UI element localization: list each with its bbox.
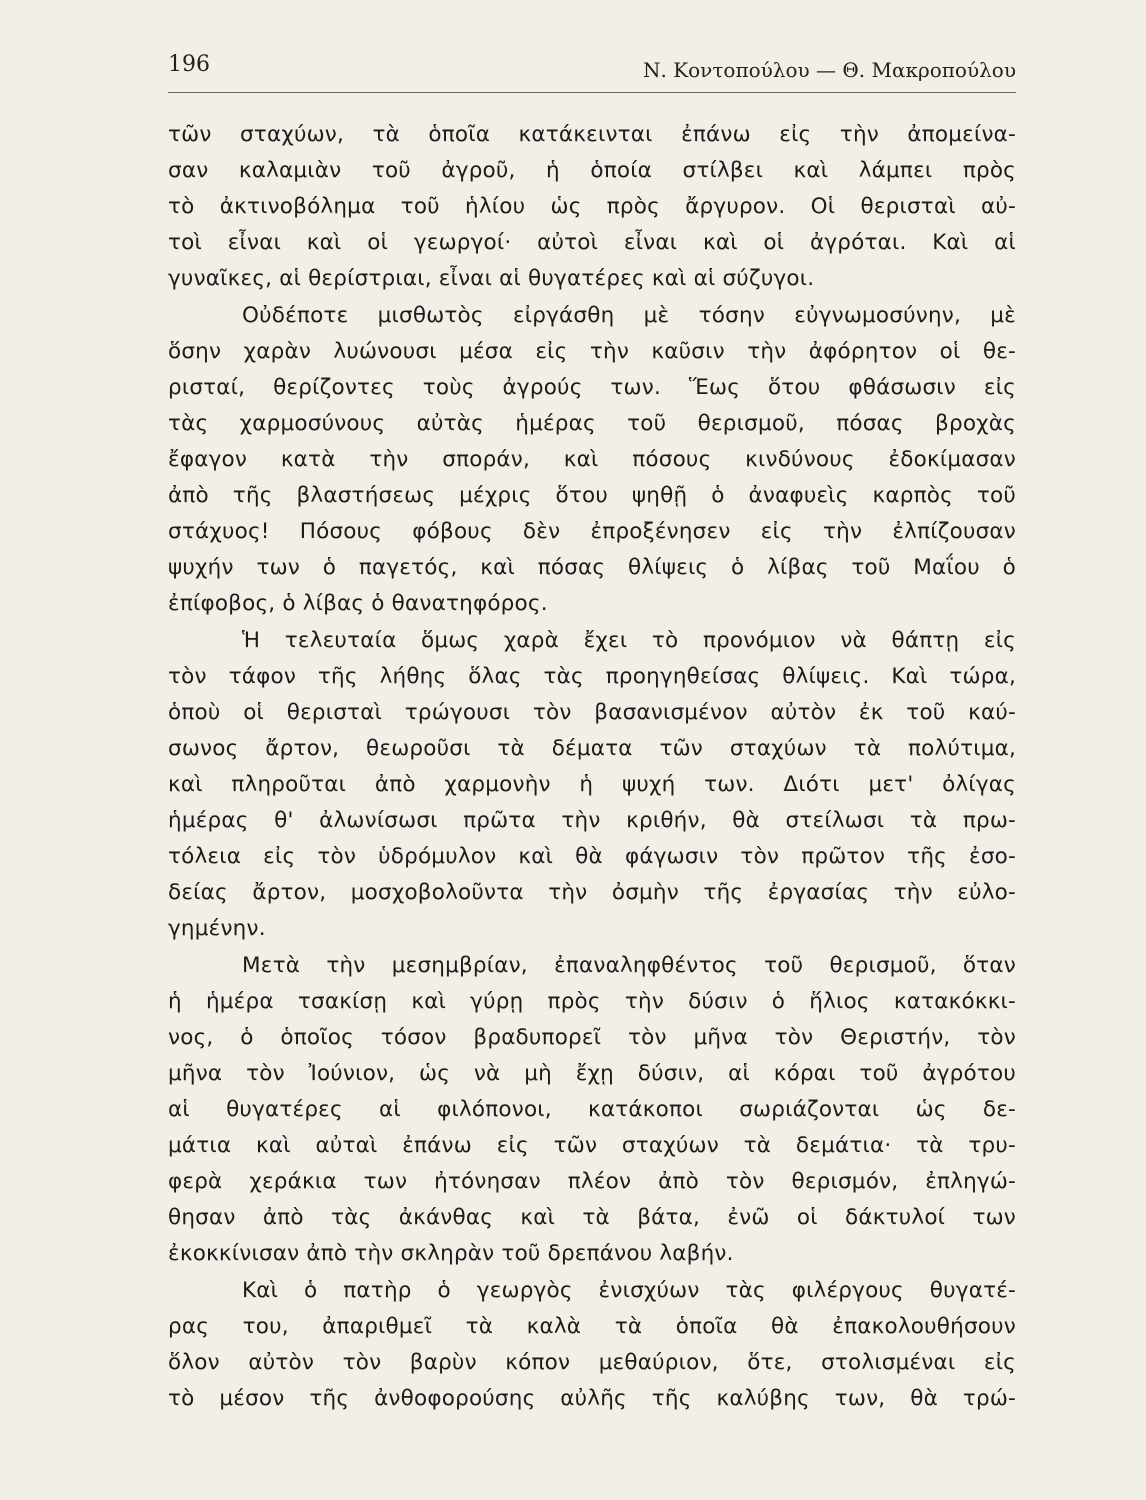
text-line: ἡ ἡμέρα τσακίσῃ καὶ γύρῃ πρὸς τὴν δύσιν ὁ ἥλιος κατακόκκι- — [168, 988, 1016, 1014]
page-header — [168, 52, 1016, 93]
paragraph — [168, 623, 1016, 948]
text-line: τὰς χαρμοσύνους αὐτὰς ἡμέρας τοῦ θερισμοῦ, πόσας βροχὰς — [168, 410, 1016, 436]
body-text — [168, 117, 1016, 1417]
text-line: Μετὰ τὴν μεσημβρίαν, ἐπαναληφθέντος τοῦ θερισμοῦ, ὅταν — [242, 952, 1016, 978]
text-line: ἡμέρας θ' ἀλωνίσωσι πρῶτα τὴν κριθήν, θὰ στείλωσι τὰ πρω- — [168, 808, 1016, 834]
text-line: στάχυος! Πόσους φόβους δὲν ἐπροξένησεν εἰς τὴν ἐλπίζουσαν — [168, 519, 1016, 545]
text-line: ἐπίφοβος, ὁ λίβας ὁ θανατηφόρος. — [168, 591, 548, 617]
text-line: γημένην. — [168, 916, 266, 942]
paragraph — [168, 1273, 1016, 1417]
paragraph — [168, 117, 1016, 298]
text-line: Ἡ τελευταία ὅμως χαρὰ ἔχει τὸ προνόμιον νὰ θάπτῃ εἰς — [242, 627, 1016, 653]
running-head: Ν. Κοντοπούλου — Θ. Μακροπούλου — [642, 58, 1016, 82]
text-line: ἐκοκκίνισαν ἀπὸ τὴν σκληρὰν τοῦ δρεπάνου λαβήν. — [168, 1241, 734, 1267]
text-line: γυναῖκες, αἱ θερίστριαι, εἶναι αἱ θυγατέρες καὶ αἱ σύζυγοι. — [168, 266, 815, 292]
text-line: μῆνα τὸν Ἰούνιον, ὡς νὰ μὴ ἔχῃ δύσιν, αἱ κόραι τοῦ ἀγρότου — [168, 1060, 1016, 1086]
page-number: 196 — [168, 52, 210, 77]
text-line: νος, ὁ ὁποῖος τόσον βραδυπορεῖ τὸν μῆνα τὸν Θεριστήν, τὸν — [168, 1024, 1016, 1050]
text-line: μάτια καὶ αὐταὶ ἐπάνω εἰς τῶν σταχύων τὰ δεμάτια· τὰ τρυ- — [168, 1133, 1016, 1159]
text-line: τῶν σταχύων, τὰ ὁποῖα κατάκεινται ἐπάνω εἰς τὴν ἀπομείνα- — [168, 122, 1016, 147]
text-line: καὶ πληροῦται ἀπὸ χαρμονὴν ἡ ψυχή των. Διότι μετ' ὀλίγας — [168, 771, 1016, 797]
text-line: φερὰ χεράκια των ἠτόνησαν πλέον ἀπὸ τὸν θερισμόν, ἐπληγώ- — [168, 1169, 1016, 1195]
paragraph — [168, 948, 1016, 1273]
text-line: θησαν ἀπὸ τὰς ἀκάνθας καὶ τὰ βάτα, ἐνῶ οἱ δάκτυλοί των — [168, 1205, 1016, 1231]
text-line: Οὐδέποτε μισθωτὸς εἰργάσθη μὲ τόσην εὐγνωμοσύνην, μὲ — [242, 302, 1016, 328]
text-line: ρισταί, θερίζοντες τοὺς ἀγρούς των. Ἕως ὅτου φθάσωσιν εἰς — [168, 374, 1016, 400]
text-line: σωνος ἄρτον, θεωροῦσι τὰ δέματα τῶν σταχύων τὰ πολύτιμα, — [168, 735, 1016, 761]
text-line: ρας του, ἀπαριθμεῖ τὰ καλὰ τὰ ὁποῖα θὰ ἐπακολουθήσουν — [168, 1313, 1016, 1339]
text-line: τόλεια εἰς τὸν ὑδρόμυλον καὶ θὰ φάγωσιν τὸν πρῶτον τῆς ἐσο- — [168, 844, 1016, 870]
text-line: τὸν τάφον τῆς λήθης ὅλας τὰς προηγηθείσας θλίψεις. Καὶ τώρα, — [168, 663, 1016, 689]
text-line: τοὶ εἶναι καὶ οἱ γεωργοί· αὐτοὶ εἶναι καὶ οἱ ἀγρόται. Καὶ αἱ — [168, 230, 1016, 256]
text-line: αἱ θυγατέρες αἱ φιλόπονοι, κατάκοποι σωριάζονται ὡς δε- — [168, 1096, 1016, 1122]
text-line: σαν καλαμιὰν τοῦ ἀγροῦ, ἡ ὁποία στίλβει καὶ λάμπει πρὸς — [168, 158, 1016, 184]
text-line: ἔφαγον κατὰ τὴν σποράν, καὶ πόσους κινδύνους ἐδοκίμασαν — [168, 446, 1016, 472]
text-line: τὸ μέσον τῆς ἀνθοφορούσης αὐλῆς τῆς καλύβης των, θὰ τρώ- — [168, 1385, 1016, 1411]
text-line: ὅσην χαρὰν λυώνουσι μέσα εἰς τὴν καῦσιν τὴν ἀφόρητον οἱ θε- — [168, 338, 1016, 364]
text-line: ψυχήν των ὁ παγετός, καὶ πόσας θλίψεις ὁ λίβας τοῦ Μαΐου ὁ — [168, 555, 1016, 581]
paragraph — [168, 298, 1016, 623]
text-line: ἀπὸ τῆς βλαστήσεως μέχρις ὅτου ψηθῇ ὁ ἀναφυεὶς καρπὸς τοῦ — [168, 483, 1016, 509]
text-line: δείας ἄρτον, μοσχοβολοῦντα τὴν ὀσμὴν τῆς ἐργασίας τὴν εὐλο- — [168, 880, 1016, 906]
text-line: ὅλον αὐτὸν τὸν βαρὺν κόπον μεθαύριον, ὅτε, στολισμέναι εἰς — [168, 1349, 1016, 1375]
text-line: ὁποὺ οἱ θερισταὶ τρώγουσι τὸν βασανισμένον αὐτὸν ἐκ τοῦ καύ- — [168, 699, 1016, 725]
text-line: Καὶ ὁ πατὴρ ὁ γεωργὸς ἐνισχύων τὰς φιλέργους θυγατέ- — [242, 1277, 1016, 1303]
text-line: τὸ ἀκτινοβόλημα τοῦ ἡλίου ὡς πρὸς ἄργυρον. Οἱ θερισταὶ αὐ- — [168, 194, 1016, 220]
